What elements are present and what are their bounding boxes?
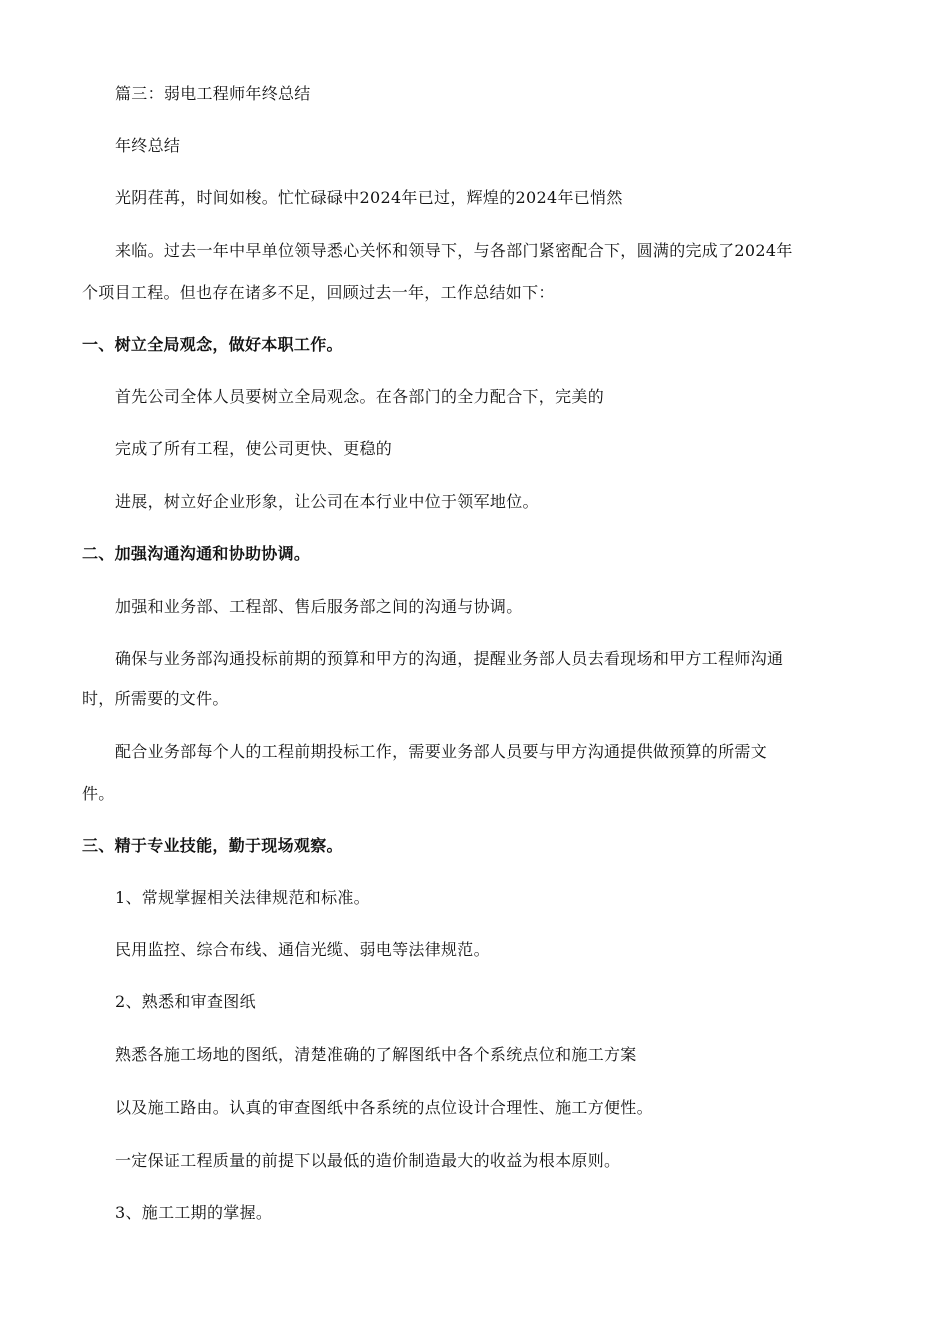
- section3-line-1: 1、常规掌握相关法律规范和标准。: [115, 888, 370, 907]
- document-subtitle: 年终总结: [115, 136, 181, 155]
- section-heading-3: 三、精于专业技能，勤于现场观察。: [82, 836, 343, 855]
- section2-para3-line-2: 件。: [82, 784, 115, 803]
- section-heading-1: 一、树立全局观念，做好本职工作。: [82, 335, 343, 354]
- section2-line-1: 加强和业务部、工程部、售后服务部之间的沟通与协调。: [115, 597, 523, 616]
- document-title: 篇三：弱电工程师年终总结: [115, 84, 311, 103]
- section1-line-3: 进展，树立好企业形象，让公司在本行业中位于领军地位。: [115, 492, 539, 511]
- section3-line-3: 2、熟悉和审查图纸: [115, 992, 256, 1011]
- intro-line-1: 光阴荏苒，时间如梭。忙忙碌碌中2024年已过，辉煌的2024年已悄然: [115, 188, 623, 207]
- section3-line-5: 以及施工路由。认真的审查图纸中各系统的点位设计合理性、施工方便性。: [115, 1098, 653, 1117]
- section-heading-2: 二、加强沟通沟通和协助协调。: [82, 544, 311, 563]
- section3-line-2: 民用监控、综合布线、通信光缆、弱电等法律规范。: [115, 940, 490, 959]
- section3-line-7: 3、施工工期的掌握。: [115, 1203, 273, 1222]
- section2-para3-line-1: 配合业务部每个人的工程前期投标工作，需要业务部人员要与甲方沟通提供做预算的所需文: [115, 742, 768, 761]
- intro-line-3: 个项目工程。但也存在诸多不足，回顾过去一年，工作总结如下：: [82, 283, 555, 302]
- section3-line-6: 一定保证工程质量的前提下以最低的造价制造最大的收益为根本原则。: [115, 1151, 621, 1170]
- section1-line-2: 完成了所有工程，使公司更快、更稳的: [115, 439, 393, 458]
- section2-para2-line-1: 确保与业务部沟通投标前期的预算和甲方的沟通，提醒业务部人员去看现场和甲方工程师沟通: [115, 649, 784, 668]
- section3-line-4: 熟悉各施工场地的图纸，清楚准确的了解图纸中各个系统点位和施工方案: [115, 1045, 637, 1064]
- intro-line-2: 来临。过去一年中早单位领导悉心关怀和领导下，与各部门紧密配合下，圆满的完成了2024年: [115, 241, 793, 260]
- section2-para2-line-2: 时，所需要的文件。: [82, 689, 229, 708]
- section1-line-1: 首先公司全体人员要树立全局观念。在各部门的全力配合下，完美的: [115, 387, 605, 406]
